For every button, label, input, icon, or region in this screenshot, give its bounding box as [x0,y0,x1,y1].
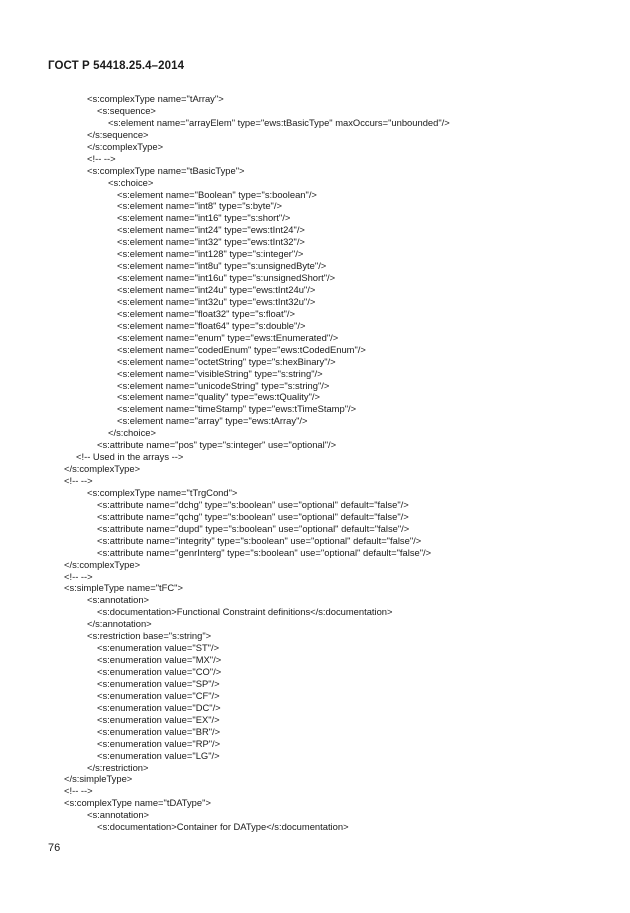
code-line: <s:element name="enum" type="ews:tEnumerated"/> [117,331,339,343]
code-line: <s:attribute name="integrity" type="s:boolean" use="optional" default="false"/> [97,534,422,546]
code-line: </s:complexType> [64,558,141,570]
code-line: <s:enumeration value="SP"/> [97,677,220,689]
code-line: <s:enumeration value="LG"/> [97,749,220,761]
code-line: <s:enumeration value="BR"/> [97,725,221,737]
code-line: <s:element name="int128" type="s:integer"/> [117,248,304,260]
code-line: <s:element name="float64" type="s:double"/> [117,319,306,331]
code-line: <!-- Used in the arrays --> [76,451,184,463]
code-line: <s:element name="codedEnum" type="ews:tCodedEnum"/> [117,343,366,355]
code-line: <s:element name="float32" type="s:float"/> [117,307,296,319]
code-line: <s:element name="int32" type="ews:tInt32"/> [117,236,305,248]
code-line: <s:element name="quality" type="ews:tQuality"/> [117,391,320,403]
code-line: <!-- --> [64,475,93,486]
code-line: <s:enumeration value="DC"/> [97,701,221,713]
code-line: <s:complexType name="tArray"> [87,93,224,104]
code-line: <s:simpleType name="tFC"> [64,582,183,594]
code-line: <s:element name="int8u" type="s:unsignedByte"/> [117,260,327,272]
code-line: <s:attribute name="genrInterg" type="s:boolean" use="optional" default="false"/> [97,546,432,558]
code-line: <s:element name="timeStamp" type="ews:tTimeStamp"/> [117,403,357,415]
code-line: <s:element name="Boolean" type="s:boolean"/> [117,188,317,200]
code-line: <s:enumeration value="MX"/> [97,654,222,666]
page-number: 76 [48,842,61,854]
xml-schema-listing [64,93,604,833]
code-line: <s:element name="int16" type="s:short"/> [117,212,291,224]
code-line: <s:element name="int24" type="ews:tInt24"/> [117,224,305,236]
code-line: <s:enumeration value="ST"/> [97,642,220,654]
code-line: <s:attribute name="dupd" type="s:boolean" use="optional" default="false"/> [97,522,410,534]
code-line: </s:complexType> [87,140,164,152]
code-line: <s:element name="array" type="ews:tArray"/> [117,415,308,427]
code-line: <s:element name="int24u" type="ews:tInt24u"/> [117,284,316,295]
code-line: <s:complexType name="tDAType"> [64,797,211,809]
code-line: <!-- --> [87,152,116,164]
code-line: <s:element name="int32u" type="ews:tInt32u"/> [117,295,316,307]
document-header: ГОСТ Р 54418.25.4–2014 [48,60,185,72]
code-line: <s:enumeration value="CO"/> [97,666,222,677]
code-line: <!-- --> [64,785,93,797]
code-line: <s:element name="visibleString" type="s:string"/> [117,367,323,379]
code-line: <s:annotation> [87,809,150,821]
code-line: <s:restriction base="s:string"> [87,630,212,642]
code-line: <!-- --> [64,570,93,582]
code-line: <s:sequence> [97,104,156,116]
code-line: </s:sequence> [87,128,149,140]
code-line: </s:simpleType> [64,773,133,785]
code-line: <s:enumeration value="RP"/> [97,737,221,749]
code-line: </s:restriction> [87,761,149,773]
code-line: <s:element name="octetString" type="s:hexBinary"/> [117,355,336,367]
code-line: <s:element name="int16u" type="s:unsignedShort"/> [117,272,336,284]
code-line: <s:annotation> [87,594,150,606]
code-line: </s:choice> [108,427,156,439]
code-line: <s:attribute name="dchg" type="s:boolean" use="optional" default="false"/> [97,498,409,510]
code-line: <s:complexType name="tBasicType"> [87,164,245,176]
code-line: <s:complexType name="tTrgCond"> [87,486,238,498]
code-line: <s:choice> [108,176,154,188]
code-line: <s:documentation>Container for DAType</s:documentation> [97,821,349,833]
code-line: <s:attribute name="pos" type="s:integer" use="optional"/> [97,439,337,451]
code-line: <s:enumeration value="CF"/> [97,689,220,701]
code-line: </s:annotation> [87,618,152,630]
code-line: <s:element name="unicodeString" type="s:string"/> [117,379,330,391]
code-line: </s:complexType> [64,463,141,475]
code-line: <s:attribute name="qchg" type="s:boolean" use="optional" default="false"/> [97,510,409,522]
code-line: <s:enumeration value="EX"/> [97,713,220,725]
code-line: <s:element name="arrayElem" type="ews:tBasicType" maxOccurs="unbounded"/> [108,116,450,128]
code-line: <s:element name="int8" type="s:byte"/> [117,200,282,212]
code-line: <s:documentation>Functional Constraint definitions</s:documentation> [97,606,393,618]
